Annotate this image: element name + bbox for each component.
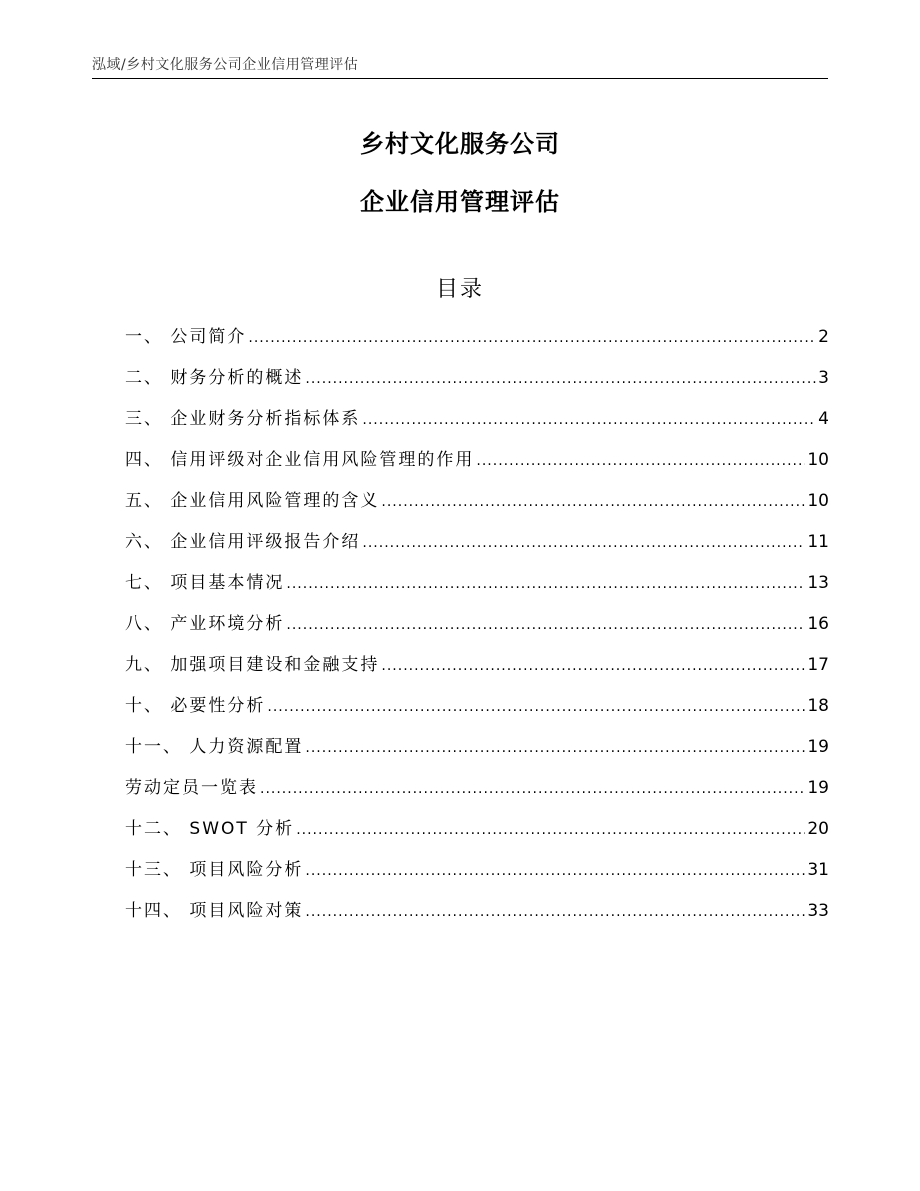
toc-leader-dots [286, 613, 805, 637]
running-header: 泓域/乡村文化服务公司企业信用管理评估 [92, 57, 359, 73]
toc-entry-label: 十二、 SWOT 分析 [125, 819, 295, 839]
toc-leader-dots [260, 777, 805, 801]
toc-entry[interactable] [125, 530, 829, 571]
toc-entry[interactable] [125, 612, 829, 653]
toc-entry-label: 五、 企业信用风险管理的含义 [125, 491, 380, 511]
toc-entry-label: 十三、 项目风险分析 [125, 860, 304, 880]
toc-entry[interactable] [125, 489, 829, 530]
toc-entry-label: 十四、 项目风险对策 [125, 901, 304, 921]
toc-entry-label: 四、 信用评级对企业信用风险管理的作用 [125, 450, 475, 470]
toc-entry-label: 十、 必要性分析 [125, 696, 266, 716]
toc-entry-label: 八、 产业环境分析 [125, 614, 285, 634]
toc-entry[interactable] [125, 571, 829, 612]
toc-leader-dots [381, 490, 805, 514]
toc-entry-page: 19 [807, 778, 829, 798]
toc-heading: 目录 [435, 277, 484, 302]
toc-entry[interactable] [125, 776, 829, 817]
toc-entry[interactable] [125, 735, 829, 776]
toc-entry-page: 11 [807, 532, 829, 552]
toc-leader-dots [305, 367, 816, 391]
toc-entry-label: 三、 企业财务分析指标体系 [125, 409, 361, 429]
toc-entry[interactable] [125, 448, 829, 489]
toc-entry-page: 33 [807, 901, 829, 921]
toc-leader-dots [362, 531, 805, 555]
toc-leader-dots [476, 449, 805, 473]
toc-entry-label: 七、 项目基本情况 [125, 573, 285, 593]
toc-leader-dots [286, 572, 805, 596]
toc-entry-page: 31 [807, 860, 829, 880]
toc-entry[interactable] [125, 653, 829, 694]
toc-entry-page: 20 [807, 819, 829, 839]
toc-entry[interactable] [125, 858, 829, 899]
toc-entry-label: 劳动定员一览表 [125, 778, 258, 798]
toc-entry-label: 十一、 人力资源配置 [125, 737, 304, 757]
toc-entry-label: 六、 企业信用评级报告介绍 [125, 532, 361, 552]
toc-leader-dots [362, 408, 816, 432]
toc-entry-page: 3 [818, 368, 829, 388]
toc-leader-dots [305, 900, 805, 924]
toc-entry[interactable] [125, 407, 829, 448]
toc-leader-dots [305, 859, 805, 883]
toc-entry[interactable] [125, 694, 829, 735]
toc-entry-page: 19 [807, 737, 829, 757]
table-of-contents [125, 325, 829, 940]
toc-entry-page: 17 [807, 655, 829, 675]
toc-entry[interactable] [125, 366, 829, 407]
toc-entry-label: 一、 公司简介 [125, 327, 247, 347]
toc-leader-dots [305, 736, 805, 760]
document-title-line-2: 企业信用管理评估 [360, 188, 560, 216]
toc-leader-dots [296, 818, 805, 842]
toc-entry-page: 10 [807, 450, 829, 470]
toc-leader-dots [381, 654, 805, 678]
toc-entry[interactable] [125, 325, 829, 366]
toc-entry-page: 13 [807, 573, 829, 593]
toc-entry-page: 2 [818, 327, 829, 347]
toc-entry-page: 18 [807, 696, 829, 716]
toc-leader-dots [267, 695, 805, 719]
toc-entry-label: 九、 加强项目建设和金融支持 [125, 655, 380, 675]
toc-entry[interactable] [125, 899, 829, 940]
document-title-line-1: 乡村文化服务公司 [360, 130, 560, 158]
toc-entry-page: 16 [807, 614, 829, 634]
header-divider [92, 78, 828, 79]
toc-entry-label: 二、 财务分析的概述 [125, 368, 304, 388]
toc-entry-page: 10 [807, 491, 829, 511]
toc-leader-dots [248, 326, 816, 350]
toc-entry[interactable] [125, 817, 829, 858]
toc-entry-page: 4 [818, 409, 829, 429]
